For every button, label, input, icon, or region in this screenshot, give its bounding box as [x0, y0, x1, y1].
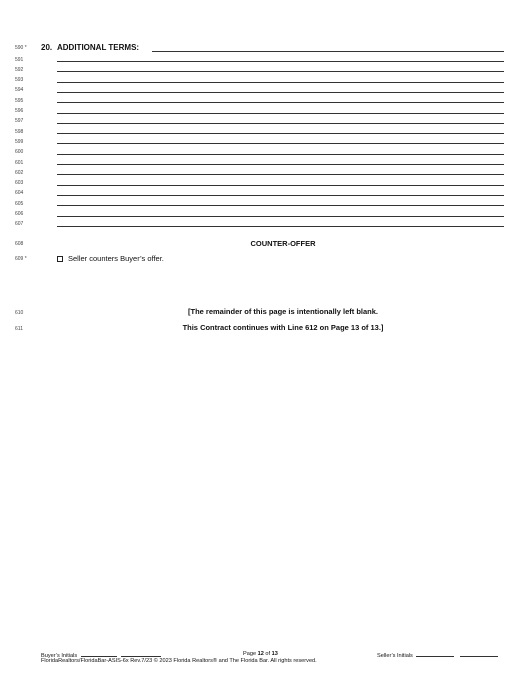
- additional-terms-field-line[interactable]: [57, 133, 504, 134]
- line-number: 602: [15, 169, 24, 176]
- seller-initials-field-1[interactable]: [416, 651, 454, 657]
- counter-offer-option[interactable]: [57, 254, 164, 263]
- additional-terms-field-line[interactable]: [57, 123, 504, 124]
- additional-terms-field-line[interactable]: [57, 195, 504, 196]
- line-number: 611: [15, 326, 23, 332]
- line-number: 610: [15, 310, 24, 316]
- line-number: 594: [15, 87, 24, 94]
- additional-terms-field-line[interactable]: [57, 216, 504, 217]
- additional-terms-field-line[interactable]: [57, 102, 504, 103]
- line-number: 590 *: [15, 45, 27, 51]
- line-number: 607: [15, 221, 24, 228]
- additional-terms-field-line[interactable]: [57, 174, 504, 175]
- buyer-initials-field-1[interactable]: [81, 651, 117, 657]
- buyer-initials-field-2[interactable]: [121, 651, 161, 657]
- line-number: 592: [15, 66, 24, 73]
- continuation-notice: This Contract continues with Line 612 on Page 13 of 13.]: [182, 323, 384, 332]
- seller-initials-label: Seller’s Initials: [377, 653, 413, 659]
- seller-counters-label: Seller counters Buyer’s offer.: [68, 254, 164, 263]
- line-number: 599: [15, 138, 24, 145]
- additional-terms-field-line[interactable]: [57, 113, 504, 114]
- page-indicator: Page 12 of 13: [243, 651, 278, 657]
- additional-terms-field-line[interactable]: [57, 71, 504, 72]
- line-number: 608: [15, 241, 24, 247]
- additional-terms-field-line[interactable]: [57, 92, 504, 93]
- additional-terms-field-line[interactable]: [57, 143, 504, 144]
- line-number: 596: [15, 108, 24, 114]
- blank-page-notice: [The remainder of this page is intentionally left blank.: [187, 307, 379, 316]
- line-number: 598: [15, 128, 24, 135]
- line-number: 591: [15, 56, 24, 63]
- additional-terms-field-first-line[interactable]: [152, 51, 504, 52]
- additional-terms-field-line[interactable]: [57, 61, 504, 62]
- line-number: 609 *: [15, 256, 27, 262]
- line-number: 601: [15, 159, 24, 166]
- line-number: 595: [15, 97, 24, 104]
- additional-terms-field-line[interactable]: [57, 154, 504, 155]
- section-number: 20.: [41, 43, 53, 52]
- line-number: 603: [15, 180, 24, 187]
- additional-terms-field-line[interactable]: [57, 205, 504, 206]
- line-number: 605: [15, 200, 24, 207]
- additional-terms-field-line[interactable]: [57, 226, 504, 227]
- counter-offer-heading: COUNTER-OFFER: [250, 239, 316, 248]
- line-number: 597: [15, 118, 24, 125]
- line-number: 606: [15, 211, 24, 217]
- line-number: 604: [15, 190, 24, 197]
- copyright-line: FloridaRealtors/FloridaBar-ASIS-6x Rev.7/23 © 2023 Florida Realtors® and The Florida Bar. All rights reserved.: [41, 658, 317, 664]
- line-number: 600: [15, 149, 24, 156]
- additional-terms-field-line[interactable]: [57, 185, 504, 186]
- buyer-initials-label: Buyer’s Initials: [41, 653, 78, 659]
- additional-terms-field-line[interactable]: [57, 164, 504, 165]
- seller-initials-group: [377, 651, 498, 659]
- line-number: 593: [15, 77, 24, 84]
- seller-counters-checkbox[interactable]: [57, 256, 63, 262]
- additional-terms-field-line[interactable]: [57, 82, 504, 83]
- section-title: ADDITIONAL TERMS:: [57, 43, 140, 52]
- seller-initials-field-2[interactable]: [460, 651, 498, 657]
